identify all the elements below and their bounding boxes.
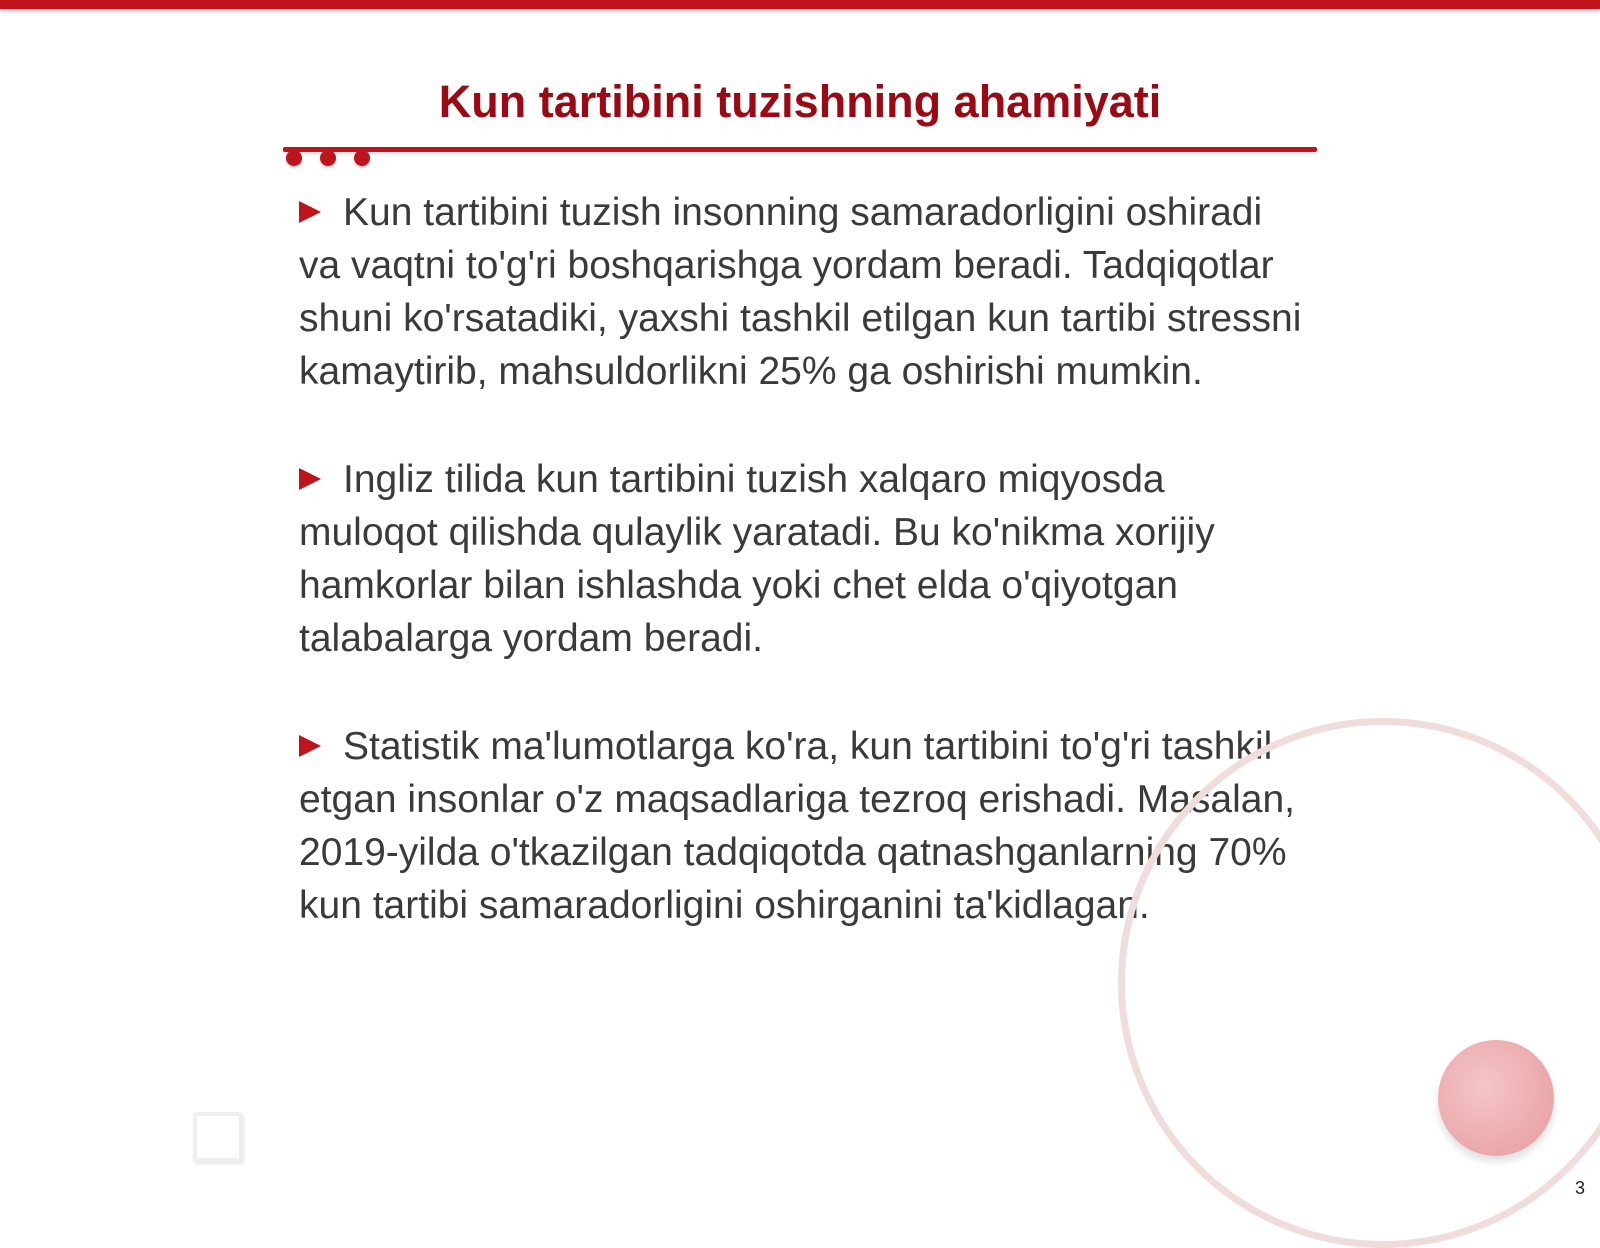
bullet-text: Statistik ma'lumotlarga ko'ra, kun tartibini to'g'ri tashkil etgan insonlar o'z maqsadlariga tezroq erishadi. Masalan, 2019-yilda o'tkazilgan tadqiqotda qatnashganlarning 70% kun tartibi samaradorligini oshirganini ta'kidlagan.: [299, 725, 1296, 927]
decorative-dot: [320, 150, 336, 166]
bullet-item: [299, 453, 1304, 665]
bullet-item: [299, 186, 1304, 398]
slide-title: Kun tartibini tuzishning ahamiyati: [438, 76, 1162, 127]
bullet-text: Kun tartibini tuzish insonning samaradorligini oshiradi va vaqtni to'g'ri boshqarishga yordam beradi. Tadqiqotlar shuni ko'rsatadiki, yaxshi tashkil etilgan kun tartibi stressni kamaytirib, mahsuldorlikni 25% ga oshirishi mumkin.: [299, 191, 1302, 393]
top-accent-bar: [0, 0, 1600, 9]
triangle-right-icon: [299, 201, 321, 223]
decorative-dot: [354, 150, 370, 166]
decorative-circle: [1438, 1040, 1554, 1156]
title-underline: [283, 147, 1317, 152]
decorative-square: [193, 1112, 243, 1162]
decorative-dot: [286, 150, 302, 166]
triangle-right-icon: [299, 735, 321, 757]
bullet-text: Ingliz tilida kun tartibini tuzish xalqaro miqyosda muloqot qilishda qulaylik yaratadi. Bu ko'nikma xorijiy hamkorlar bilan ishlashda yoki chet elda o'qiyotgan talabalarga yordam beradi.: [299, 458, 1215, 660]
page-number: 3: [1574, 1178, 1585, 1198]
triangle-right-icon: [299, 468, 321, 490]
